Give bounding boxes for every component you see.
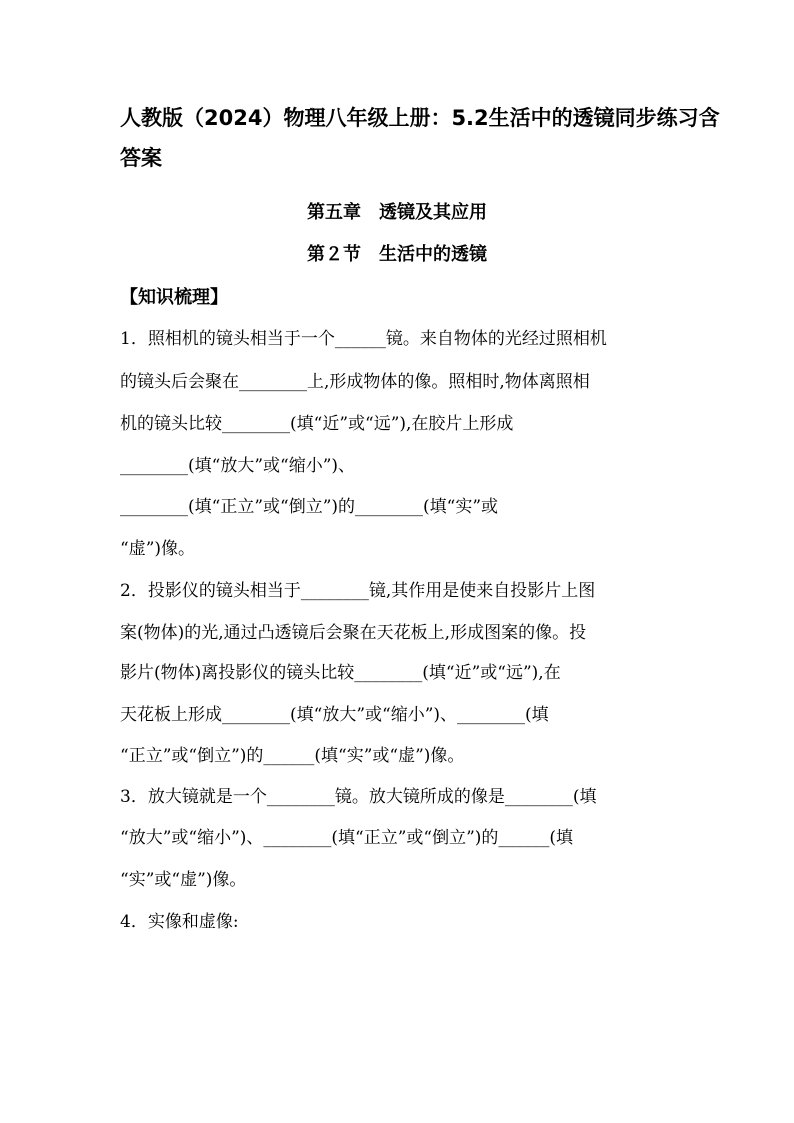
question-1-line-1: 1．照相机的镜头相当于一个______镜。来自物体的光经过照相机 <box>120 329 607 349</box>
question-2-line-4: 天花板上形成________(填“放大”或“缩小”)、________(填 <box>120 705 549 725</box>
question-2-line-2: 案(物体)的光,通过凸透镜后会聚在天花板上,形成图案的像。投 <box>120 623 587 643</box>
question-3-line-1: 3．放大镜就是一个________镜。放大镜所成的像是________(填 <box>120 787 597 807</box>
chapter-heading: 第五章 透镜及其应用 <box>307 202 487 223</box>
question-1-line-2: 的镜头后会聚在________上,形成物体的像。照相时,物体离照相 <box>120 372 590 392</box>
section-heading: 第２节 生活中的透镜 <box>307 244 487 265</box>
question-2-line-1: 2．投影仪的镜头相当于________镜,其作用是使来自投影片上图 <box>120 581 596 601</box>
question-1-line-6: “虚”)像。 <box>120 539 196 559</box>
question-2-line-5: “正立”或“倒立”)的______(填“实”或“虚”)像。 <box>120 746 465 766</box>
question-2-line-3: 影片(物体)离投影仪的镜头比较________(填“近”或“远”),在 <box>120 663 561 683</box>
question-4-line-1: 4．实像和虚像: <box>120 912 239 932</box>
document-title-line-1: 人教版（2024）物理八年级上册：5.2生活中的透镜同步练习含 <box>120 106 720 130</box>
question-1-line-5: ________(填“正立”或“倒立”)的________(填“实”或 <box>120 497 499 517</box>
question-3-line-2: “放大”或“缩小”)、________(填“正立”或“倒立”)的______(填 <box>120 828 574 848</box>
question-3-line-3: “实”或“虚”)像。 <box>120 870 247 890</box>
document-title-line-2: 答案 <box>120 146 162 170</box>
knowledge-summary-label: 【知识梳理】 <box>120 287 228 308</box>
question-1-line-4: ________(填“放大”或“缩小”)、 <box>120 456 356 476</box>
question-1-line-3: 机的镜头比较________(填“近”或“远”),在胶片上形成 <box>120 414 514 434</box>
